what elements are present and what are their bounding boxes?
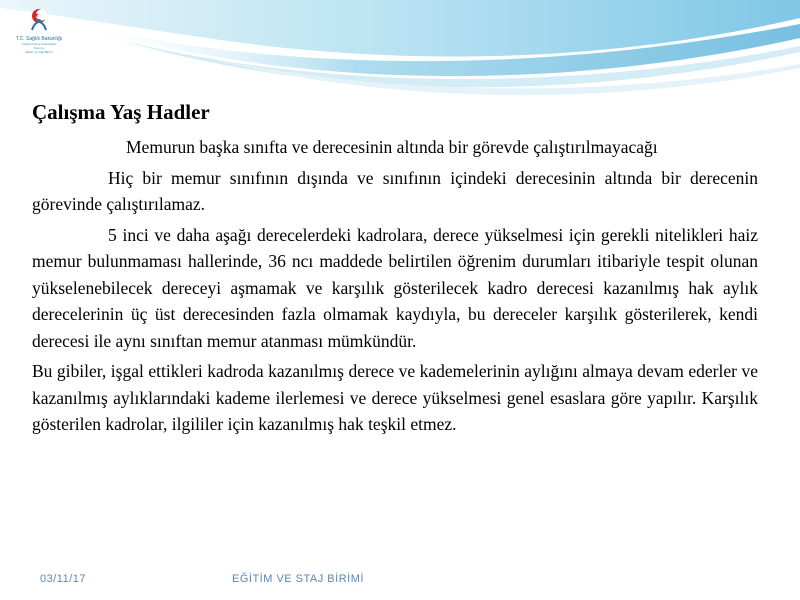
footer-unit: EĞİTİM VE STAJ BİRİMİ xyxy=(232,573,364,585)
footer-date: 03/11/17 xyxy=(40,573,87,585)
slide-paragraph: Memurun başka sınıfta ve derecesinin altında bir görevde çalıştırılmayacağı xyxy=(126,137,658,157)
logo-sub-line: Kurumu xyxy=(33,46,45,50)
slide-paragraph: Bu gibiler, işgal ettikleri kadroda kazanılmış derece ve kademelerinin aylığını almaya devam ederler ve kazanılmış aylıklarındaki kademe ilerlemesi ve derece yükselmesi genel esaslara göre yapılır. Karşılık gösterilen kadrolar, ilgililer için kazanılmış hak teşkil etmez. xyxy=(32,361,758,434)
logo-sub-line: Türkiye Kamu Hastaneleri xyxy=(21,42,57,46)
ministry-logo xyxy=(8,4,70,68)
logo-ministry-text: T.C. Sağlık Bakanlığı xyxy=(15,36,63,42)
ministry-emblem-icon xyxy=(24,4,54,34)
header-swoosh-decoration xyxy=(0,0,800,110)
slide-paragraph: Hiç bir memur sınıfının dışında ve sınıfının içindeki derecesinin altında bir derecenin görevinde çalıştırılamaz. xyxy=(32,167,758,214)
slide-paragraph: 5 inci ve daha aşağı derecelerdeki kadrolara, derece yükselmesi için gerekli nitelikleri haiz memur bulunmaması hallerinde, 36 ncı maddede belirtilen öğrenim durumları itibariyle tespit olunan yükselenebilecek dereceyi aşmamak ve karşılık gösterilecek kadro derecesi kazanılmış hak aylık derecelerinin üç üst derecesinden fazla olmamak kaydıyla, bu dereceler karşılık gösterilerek, kendi derecesi ile aynı sınıftan memur atanması mümkündür. xyxy=(32,224,758,351)
slide-content xyxy=(32,100,758,438)
logo-sub-line: Eğitim ve Staj Birimi xyxy=(25,50,53,54)
slide-title: Çalışma Yaş Hadler xyxy=(32,100,210,124)
